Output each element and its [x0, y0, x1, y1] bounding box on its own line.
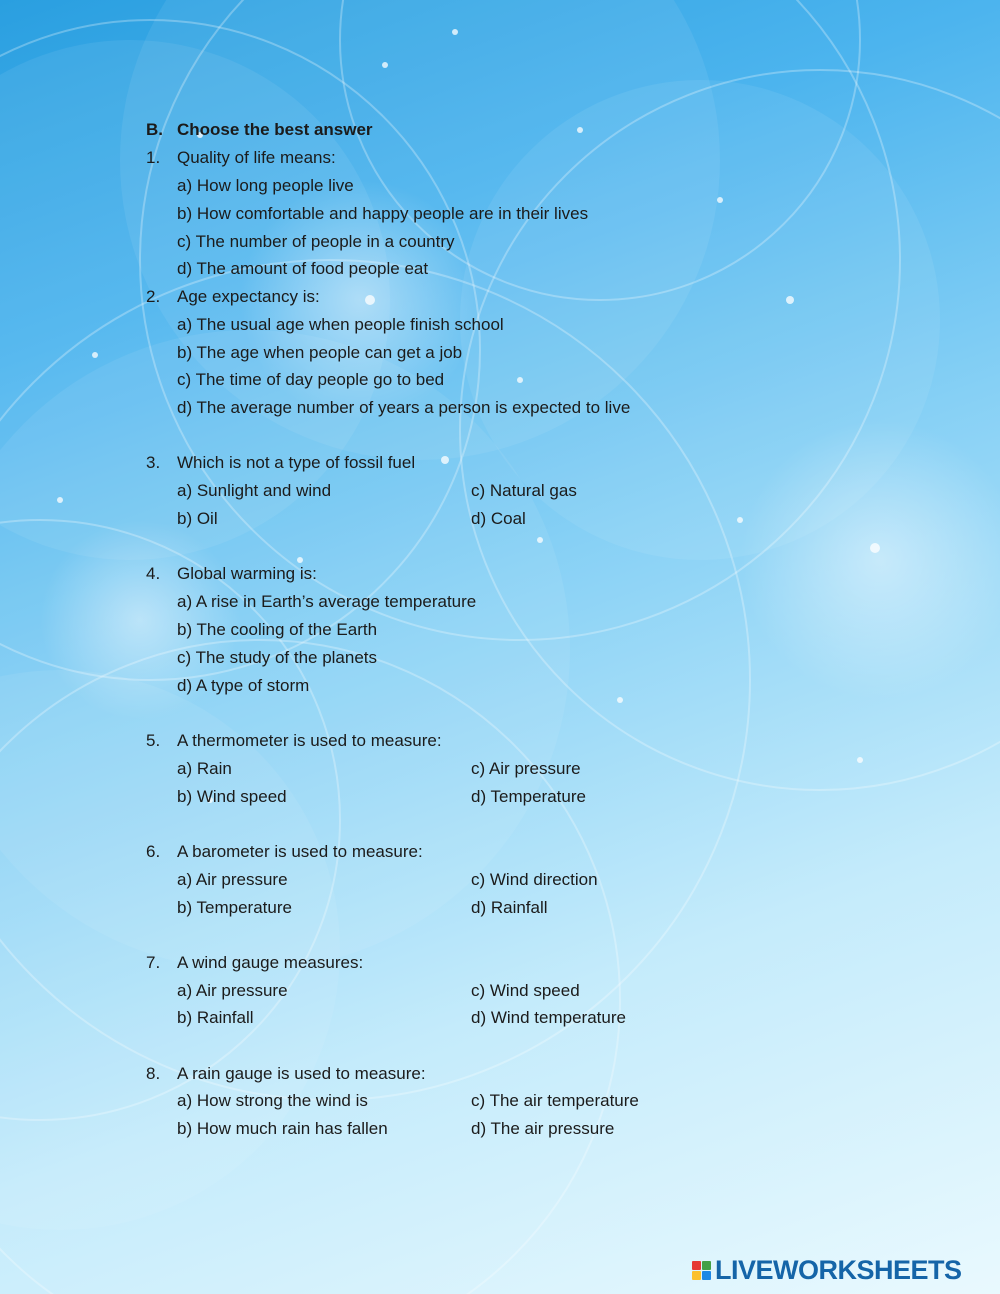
answer-option: a) Air pressure: [177, 870, 288, 889]
answer-option: a) The usual age when people finish school: [177, 315, 504, 334]
question-text: Quality of life means:: [177, 148, 336, 167]
logo-text: LIVEWORKSHEETS: [715, 1254, 962, 1285]
answer-option: b) The age when people can get a job: [177, 343, 463, 362]
answer-option: c) The number of people in a country: [177, 232, 455, 251]
answer-option: d) Wind temperature: [471, 1008, 626, 1027]
answer-option: b) The cooling of the Earth: [177, 620, 378, 639]
question-number: 4.: [146, 564, 161, 583]
answer-option: c) Wind direction: [471, 870, 598, 889]
answer-option: b) Oil: [177, 509, 218, 528]
liveworksheets-logo: [692, 1253, 962, 1287]
question-text: A rain gauge is used to measure:: [177, 1064, 426, 1083]
section-label: B.: [146, 120, 163, 139]
question-number: 1.: [146, 148, 161, 167]
answer-option: c) The air temperature: [471, 1091, 639, 1110]
answer-option: b) How much rain has fallen: [177, 1119, 388, 1138]
answer-option: d) Rainfall: [471, 898, 548, 917]
answer-option: b) Rainfall: [177, 1008, 254, 1027]
question-text: A wind gauge measures:: [177, 953, 364, 972]
answer-option: b) How comfortable and happy people are in their lives: [177, 204, 589, 223]
logo-square-green: [702, 1261, 711, 1270]
answer-option: b) Wind speed: [177, 787, 287, 806]
logo-mark-icon: [692, 1261, 711, 1280]
answer-option: a) How strong the wind is: [177, 1091, 368, 1110]
answer-option: c) Air pressure: [471, 759, 581, 778]
answer-option: a) Sunlight and wind: [177, 481, 332, 500]
answer-option: a) How long people live: [177, 176, 354, 195]
question-number: 2.: [146, 287, 161, 306]
answer-option: d) The amount of food people eat: [177, 259, 429, 278]
question-text: A barometer is used to measure:: [177, 842, 423, 861]
answer-option: a) A rise in Earth’s average temperature: [177, 592, 477, 611]
answer-option: d) Coal: [471, 509, 526, 528]
logo-square-red: [692, 1261, 701, 1270]
answer-option: b) Temperature: [177, 898, 292, 917]
question-text: Age expectancy is:: [177, 287, 320, 306]
question-text: Which is not a type of fossil fuel: [177, 453, 416, 472]
logo-square-blue: [702, 1271, 711, 1280]
logo-square-yellow: [692, 1271, 701, 1280]
answer-option: d) The air pressure: [471, 1119, 615, 1138]
question-number: 8.: [146, 1064, 161, 1083]
question-number: 6.: [146, 842, 161, 861]
answer-option: d) Temperature: [471, 787, 586, 806]
section-title: Choose the best answer: [177, 120, 373, 139]
question-text: A thermometer is used to measure:: [177, 731, 442, 750]
question-number: 7.: [146, 953, 161, 972]
answer-option: a) Air pressure: [177, 981, 288, 1000]
answer-option: d) A type of storm: [177, 676, 310, 695]
answer-option: d) The average number of years a person is expected to live: [177, 398, 631, 417]
answer-option: c) Natural gas: [471, 481, 577, 500]
question-text: Global warming is:: [177, 564, 317, 583]
answer-option: a) Rain: [177, 759, 232, 778]
answer-option: c) Wind speed: [471, 981, 580, 1000]
answer-option: c) The study of the planets: [177, 648, 378, 667]
answer-option: c) The time of day people go to bed: [177, 370, 445, 389]
question-number: 5.: [146, 731, 161, 750]
question-number: 3.: [146, 453, 161, 472]
